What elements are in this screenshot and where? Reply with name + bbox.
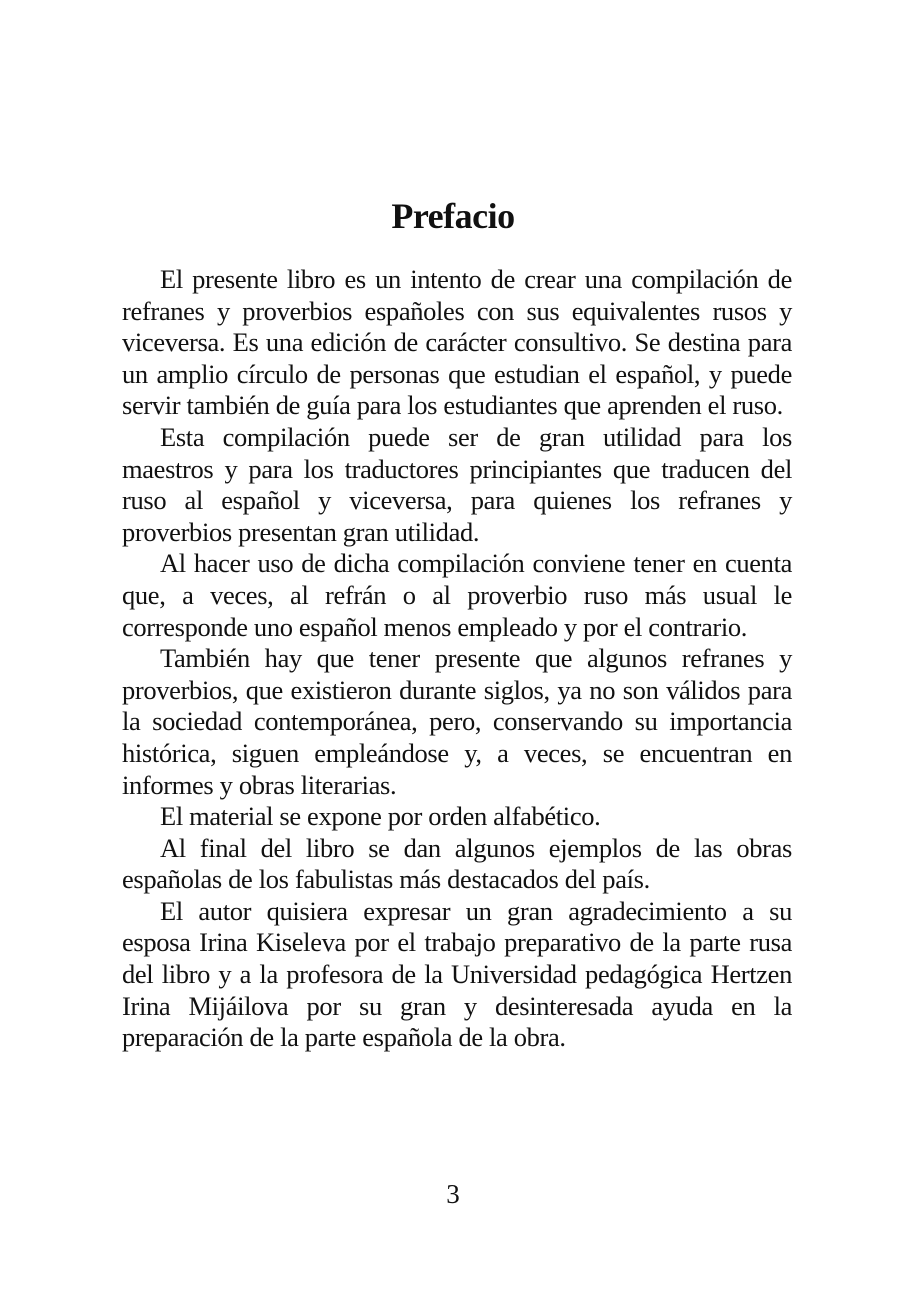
page-number: 3	[446, 1179, 460, 1209]
page-title: Prefacio	[391, 196, 515, 236]
paragraph-acknowledgements: El autor quisiera expresar un gran agradecimiento a su esposa Irina Kiseleva por el trabajo preparativo de la parte rusa del libro y a la profesora de la Universidad pedagógica Hertzen Irina Mijáilova por su gran y desinteresada ayuda en la preparación de la parte española de la obra.	[122, 895, 792, 1053]
paragraph-order: El material se expone por orden alfabético.	[160, 801, 601, 832]
paragraph-fabulists: Al final del libro se dan algunos ejemplos de las obras españolas de los fabulistas más destacados del país.	[122, 832, 792, 895]
paragraph-intro: El presente libro es un intento de crear una compilación de refranes y proverbios españoles con sus equivalentes rusos y viceversa. Es una edición de carácter consultivo. Se destina para un amplio círculo de personas que estudian el español, y puede servir también de guía para los estudiantes que aprenden el ruso.	[122, 264, 792, 421]
paragraph-usage-note: Al hacer uso de dicha compilación conviene tener en cuenta que, a veces, al refrán o al proverbio ruso más usual le corresponde uno español menos empleado y por el contrario.	[122, 548, 792, 642]
preface-body	[122, 264, 792, 1054]
paragraph-utility: Esta compilación puede ser de gran utilidad para los maestros y para los traductores principiantes que traducen del ruso al español y viceversa, para quienes los refranes y proverbios presentan gran utilidad.	[122, 421, 792, 547]
paragraph-historical-note: También hay que tener presente que algunos refranes y proverbios, que existieron durante siglos, ya no son válidos para la sociedad contemporánea, pero, conservando su importancia histórica, siguen empleándose y, a veces, se encuentran en informes y obras literarias.	[122, 643, 792, 800]
